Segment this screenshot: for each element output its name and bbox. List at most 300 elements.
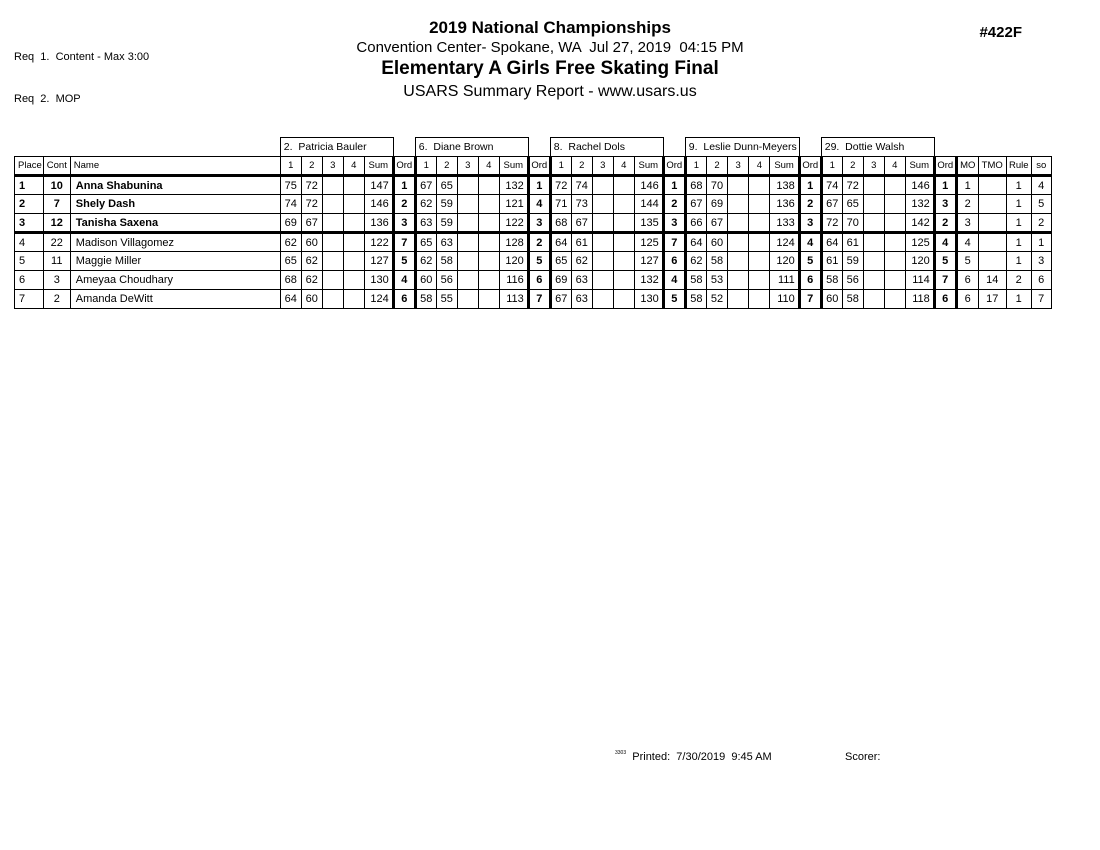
rule-cell: 1 xyxy=(1006,252,1031,271)
printed-block xyxy=(615,750,772,763)
sum-cell: 110 xyxy=(770,290,799,309)
judge-name-cell: 8. Rachel Dols xyxy=(550,138,663,157)
judge-subheader-2: 2 xyxy=(436,157,457,176)
results-table-container xyxy=(14,137,1052,309)
score-cell: 62 xyxy=(571,252,592,271)
score-cell xyxy=(592,233,613,252)
score-cell xyxy=(478,252,499,271)
score-cell: 59 xyxy=(842,252,863,271)
judge-name-cell: 29. Dottie Walsh xyxy=(821,138,934,157)
judge-subheader-ord: Ord xyxy=(393,157,415,176)
score-cell xyxy=(478,195,499,214)
judge-subheader-sum: Sum xyxy=(499,157,528,176)
so-cell: 7 xyxy=(1031,290,1051,309)
cont-cell: 7 xyxy=(43,195,70,214)
sum-cell: 111 xyxy=(770,271,799,290)
judge-subheader-sum: Sum xyxy=(364,157,393,176)
ord-cell: 1 xyxy=(528,176,550,195)
name-cell: Amanda DeWitt xyxy=(70,290,280,309)
ord-cell: 5 xyxy=(528,252,550,271)
tmo-cell xyxy=(978,176,1006,195)
name-cell: Madison Villagomez xyxy=(70,233,280,252)
score-cell: 74 xyxy=(280,195,301,214)
score-cell: 70 xyxy=(842,214,863,233)
score-cell: 67 xyxy=(685,195,706,214)
score-cell: 58 xyxy=(685,271,706,290)
sum-cell: 138 xyxy=(770,176,799,195)
score-cell xyxy=(863,214,884,233)
sum-cell: 135 xyxy=(634,214,663,233)
score-cell: 68 xyxy=(550,214,571,233)
judge-name-cell: 9. Leslie Dunn-Meyers xyxy=(685,138,799,157)
score-cell xyxy=(478,233,499,252)
score-cell: 58 xyxy=(842,290,863,309)
score-cell xyxy=(322,271,343,290)
score-cell xyxy=(863,176,884,195)
score-cell xyxy=(457,271,478,290)
so-cell: 6 xyxy=(1031,271,1051,290)
score-cell xyxy=(457,214,478,233)
blank-cell xyxy=(528,138,550,157)
score-cell: 72 xyxy=(301,195,322,214)
table-row xyxy=(15,214,1052,233)
score-cell xyxy=(343,233,364,252)
tmo-cell xyxy=(978,214,1006,233)
sum-cell: 124 xyxy=(364,290,393,309)
judge-header-row xyxy=(15,138,1052,157)
ord-cell: 1 xyxy=(663,176,685,195)
judge-subheader-1: 1 xyxy=(821,157,842,176)
score-cell xyxy=(749,271,770,290)
score-cell xyxy=(343,290,364,309)
so-cell: 1 xyxy=(1031,233,1051,252)
name-cell: Shely Dash xyxy=(70,195,280,214)
ord-cell: 3 xyxy=(663,214,685,233)
cont-cell: 12 xyxy=(43,214,70,233)
score-cell xyxy=(863,195,884,214)
judge-subheader-sum: Sum xyxy=(905,157,934,176)
ord-cell: 6 xyxy=(934,290,956,309)
score-cell: 58 xyxy=(685,290,706,309)
blank-cell xyxy=(663,138,685,157)
score-cell xyxy=(343,214,364,233)
score-cell: 69 xyxy=(706,195,727,214)
so-cell: 2 xyxy=(1031,214,1051,233)
ord-cell: 4 xyxy=(528,195,550,214)
score-cell: 70 xyxy=(706,176,727,195)
report-type-line: USARS Summary Report - www.usars.us xyxy=(403,83,697,100)
score-cell: 62 xyxy=(280,233,301,252)
place-cell: 4 xyxy=(15,233,44,252)
score-cell xyxy=(749,233,770,252)
sum-cell: 120 xyxy=(905,252,934,271)
score-cell xyxy=(322,290,343,309)
score-cell xyxy=(322,176,343,195)
ord-cell: 6 xyxy=(393,290,415,309)
score-cell: 64 xyxy=(280,290,301,309)
score-cell: 58 xyxy=(436,252,457,271)
score-cell: 68 xyxy=(280,271,301,290)
sum-cell: 136 xyxy=(364,214,393,233)
score-cell: 67 xyxy=(821,195,842,214)
score-cell xyxy=(749,176,770,195)
score-cell xyxy=(749,214,770,233)
sum-cell: 133 xyxy=(770,214,799,233)
judge-subheader-2: 2 xyxy=(571,157,592,176)
score-cell xyxy=(749,195,770,214)
ord-cell: 3 xyxy=(799,214,821,233)
sum-cell: 146 xyxy=(905,176,934,195)
sum-cell: 132 xyxy=(499,176,528,195)
ord-cell: 5 xyxy=(799,252,821,271)
score-cell xyxy=(343,176,364,195)
place-cell: 3 xyxy=(15,214,44,233)
so-cell: 3 xyxy=(1031,252,1051,271)
mo-cell: 6 xyxy=(956,271,978,290)
ord-cell: 6 xyxy=(799,271,821,290)
score-cell: 72 xyxy=(550,176,571,195)
score-cell: 63 xyxy=(436,233,457,252)
printed-label: Printed: xyxy=(632,751,671,763)
score-cell xyxy=(613,252,634,271)
score-cell xyxy=(863,290,884,309)
place-header: Place xyxy=(15,157,44,176)
score-cell xyxy=(749,290,770,309)
score-cell xyxy=(478,214,499,233)
score-cell: 69 xyxy=(280,214,301,233)
score-cell xyxy=(322,195,343,214)
sum-cell: 120 xyxy=(499,252,528,271)
sum-cell: 132 xyxy=(634,271,663,290)
score-cell: 72 xyxy=(301,176,322,195)
score-cell xyxy=(457,195,478,214)
score-cell: 62 xyxy=(415,252,436,271)
championship-title: 2019 National Championships xyxy=(429,18,671,37)
judge-subheader-2: 2 xyxy=(842,157,863,176)
ord-cell: 7 xyxy=(934,271,956,290)
report-header xyxy=(0,18,1100,102)
judge-subheader-1: 1 xyxy=(550,157,571,176)
score-cell xyxy=(728,214,749,233)
score-cell xyxy=(322,214,343,233)
table-row xyxy=(15,233,1052,252)
ord-cell: 2 xyxy=(528,233,550,252)
place-cell: 7 xyxy=(15,290,44,309)
name-cell: Ameyaa Choudhary xyxy=(70,271,280,290)
rule-cell: 2 xyxy=(1006,271,1031,290)
ord-cell: 1 xyxy=(393,176,415,195)
score-cell: 61 xyxy=(842,233,863,252)
score-cell xyxy=(457,176,478,195)
sum-cell: 144 xyxy=(634,195,663,214)
score-cell: 64 xyxy=(821,233,842,252)
rule-cell: 1 xyxy=(1006,233,1031,252)
score-cell: 74 xyxy=(571,176,592,195)
sum-cell: 128 xyxy=(499,233,528,252)
score-cell: 58 xyxy=(821,271,842,290)
score-cell: 65 xyxy=(550,252,571,271)
score-cell xyxy=(613,195,634,214)
score-cell xyxy=(343,252,364,271)
judge-subheader-3: 3 xyxy=(592,157,613,176)
sum-cell: 127 xyxy=(364,252,393,271)
ord-cell: 4 xyxy=(663,271,685,290)
sum-cell: 146 xyxy=(634,176,663,195)
score-cell: 67 xyxy=(571,214,592,233)
ord-cell: 6 xyxy=(528,271,550,290)
score-cell: 72 xyxy=(842,176,863,195)
judge-subheader-sum: Sum xyxy=(770,157,799,176)
ord-cell: 4 xyxy=(799,233,821,252)
score-cell xyxy=(884,176,905,195)
score-cell xyxy=(457,290,478,309)
ord-cell: 2 xyxy=(934,214,956,233)
table-row xyxy=(15,252,1052,271)
score-cell xyxy=(322,233,343,252)
tmo-cell xyxy=(978,195,1006,214)
ord-cell: 7 xyxy=(393,233,415,252)
ord-cell: 4 xyxy=(393,271,415,290)
score-cell: 67 xyxy=(550,290,571,309)
version-mark: 3303 xyxy=(615,750,627,756)
ord-cell: 2 xyxy=(393,195,415,214)
judge-subheader-3: 3 xyxy=(322,157,343,176)
tmo-cell: 17 xyxy=(978,290,1006,309)
score-cell: 58 xyxy=(415,290,436,309)
table-row xyxy=(15,290,1052,309)
score-cell xyxy=(728,233,749,252)
judge-subheader-ord: Ord xyxy=(799,157,821,176)
ord-cell: 1 xyxy=(934,176,956,195)
score-cell xyxy=(592,252,613,271)
sum-cell: 116 xyxy=(499,271,528,290)
venue-date-line: Convention Center- Spokane, WA Jul 27, 2019 04:15 PM xyxy=(356,39,744,56)
rule-cell: 1 xyxy=(1006,176,1031,195)
score-cell xyxy=(863,252,884,271)
score-cell xyxy=(343,195,364,214)
score-cell xyxy=(728,290,749,309)
score-cell: 63 xyxy=(571,290,592,309)
cont-cell: 2 xyxy=(43,290,70,309)
judge-subheader-4: 4 xyxy=(343,157,364,176)
score-cell xyxy=(613,271,634,290)
score-cell xyxy=(863,271,884,290)
score-cell: 72 xyxy=(821,214,842,233)
sum-cell: 142 xyxy=(905,214,934,233)
score-cell: 56 xyxy=(436,271,457,290)
sum-cell: 132 xyxy=(905,195,934,214)
sum-cell: 118 xyxy=(905,290,934,309)
ord-cell: 2 xyxy=(663,195,685,214)
mo-cell: 5 xyxy=(956,252,978,271)
score-cell: 62 xyxy=(685,252,706,271)
score-cell: 71 xyxy=(550,195,571,214)
score-cell xyxy=(478,290,499,309)
blank-cell xyxy=(934,138,956,157)
place-cell: 1 xyxy=(15,176,44,195)
tail-header-mo: MO xyxy=(956,157,978,176)
place-cell: 5 xyxy=(15,252,44,271)
name-header: Name xyxy=(70,157,280,176)
judge-subheader-3: 3 xyxy=(728,157,749,176)
mo-cell: 6 xyxy=(956,290,978,309)
tmo-cell xyxy=(978,233,1006,252)
score-cell: 64 xyxy=(550,233,571,252)
name-cell: Tanisha Saxena xyxy=(70,214,280,233)
score-cell: 65 xyxy=(842,195,863,214)
place-cell: 2 xyxy=(15,195,44,214)
sum-cell: 113 xyxy=(499,290,528,309)
sum-cell: 114 xyxy=(905,271,934,290)
blank-cell xyxy=(393,138,415,157)
event-code: #422F xyxy=(979,24,1022,41)
judge-subheader-ord: Ord xyxy=(528,157,550,176)
score-cell xyxy=(728,195,749,214)
mo-cell: 1 xyxy=(956,176,978,195)
ord-cell: 5 xyxy=(393,252,415,271)
score-cell xyxy=(728,176,749,195)
ord-cell: 5 xyxy=(663,290,685,309)
name-cell: Anna Shabunina xyxy=(70,176,280,195)
score-cell: 68 xyxy=(685,176,706,195)
score-cell: 60 xyxy=(415,271,436,290)
score-cell: 65 xyxy=(436,176,457,195)
sum-cell: 122 xyxy=(364,233,393,252)
score-cell xyxy=(613,176,634,195)
table-row xyxy=(15,271,1052,290)
printed-value: 7/30/2019 9:45 AM xyxy=(676,751,772,763)
score-cell xyxy=(728,252,749,271)
column-header-row xyxy=(15,157,1052,176)
sum-cell: 146 xyxy=(364,195,393,214)
judge-name-cell: 2. Patricia Bauler xyxy=(280,138,393,157)
score-cell: 60 xyxy=(706,233,727,252)
judge-subheader-2: 2 xyxy=(301,157,322,176)
name-cell: Maggie Miller xyxy=(70,252,280,271)
rule-cell: 1 xyxy=(1006,195,1031,214)
judge-subheader-ord: Ord xyxy=(663,157,685,176)
score-cell xyxy=(478,271,499,290)
tail-header-tmo: TMO xyxy=(978,157,1006,176)
score-cell: 60 xyxy=(821,290,842,309)
judge-subheader-ord: Ord xyxy=(934,157,956,176)
cont-cell: 11 xyxy=(43,252,70,271)
score-cell xyxy=(613,290,634,309)
req-line-1: Req 1. Content - Max 3:00 xyxy=(14,51,150,63)
sum-cell: 147 xyxy=(364,176,393,195)
score-cell xyxy=(884,195,905,214)
score-cell: 63 xyxy=(571,271,592,290)
sum-cell: 120 xyxy=(770,252,799,271)
score-cell: 62 xyxy=(301,252,322,271)
sum-cell: 136 xyxy=(770,195,799,214)
req-line-2: Req 2. MOP xyxy=(14,93,81,105)
score-cell xyxy=(478,176,499,195)
score-cell: 59 xyxy=(436,195,457,214)
mo-cell: 3 xyxy=(956,214,978,233)
judge-subheader-3: 3 xyxy=(457,157,478,176)
score-cell: 73 xyxy=(571,195,592,214)
score-cell: 74 xyxy=(821,176,842,195)
judge-subheader-1: 1 xyxy=(685,157,706,176)
judge-subheader-4: 4 xyxy=(884,157,905,176)
blank-cell xyxy=(799,138,821,157)
cont-cell: 3 xyxy=(43,271,70,290)
mo-cell: 4 xyxy=(956,233,978,252)
score-cell xyxy=(613,233,634,252)
score-cell xyxy=(863,233,884,252)
score-cell: 67 xyxy=(301,214,322,233)
place-cell: 6 xyxy=(15,271,44,290)
cont-cell: 10 xyxy=(43,176,70,195)
score-cell: 60 xyxy=(301,290,322,309)
cont-cell: 22 xyxy=(43,233,70,252)
tail-header-rule: Rule xyxy=(1006,157,1031,176)
score-cell xyxy=(884,214,905,233)
blank-corner-cell xyxy=(15,138,281,157)
score-cell: 62 xyxy=(301,271,322,290)
score-cell xyxy=(884,271,905,290)
blank-tail-cell xyxy=(956,138,1051,157)
score-cell: 67 xyxy=(415,176,436,195)
ord-cell: 5 xyxy=(934,252,956,271)
sum-cell: 125 xyxy=(905,233,934,252)
tail-header-so: so xyxy=(1031,157,1051,176)
sum-cell: 121 xyxy=(499,195,528,214)
score-cell: 61 xyxy=(571,233,592,252)
results-table xyxy=(14,137,1052,309)
score-cell xyxy=(884,252,905,271)
judge-subheader-1: 1 xyxy=(415,157,436,176)
ord-cell: 1 xyxy=(799,176,821,195)
score-cell: 75 xyxy=(280,176,301,195)
ord-cell: 3 xyxy=(934,195,956,214)
judge-subheader-2: 2 xyxy=(706,157,727,176)
sum-cell: 127 xyxy=(634,252,663,271)
judge-subheader-4: 4 xyxy=(478,157,499,176)
sum-cell: 125 xyxy=(634,233,663,252)
score-cell: 64 xyxy=(685,233,706,252)
score-cell xyxy=(457,252,478,271)
ord-cell: 7 xyxy=(799,290,821,309)
score-cell: 55 xyxy=(436,290,457,309)
scorer-label: Scorer: xyxy=(845,751,881,763)
judge-subheader-3: 3 xyxy=(863,157,884,176)
score-cell: 62 xyxy=(415,195,436,214)
score-cell xyxy=(613,214,634,233)
score-cell: 66 xyxy=(685,214,706,233)
mo-cell: 2 xyxy=(956,195,978,214)
judge-subheader-sum: Sum xyxy=(634,157,663,176)
score-cell: 63 xyxy=(415,214,436,233)
ord-cell: 3 xyxy=(528,214,550,233)
score-cell: 56 xyxy=(842,271,863,290)
rule-cell: 1 xyxy=(1006,290,1031,309)
table-row xyxy=(15,176,1052,195)
score-cell xyxy=(728,271,749,290)
score-cell: 60 xyxy=(301,233,322,252)
score-cell: 67 xyxy=(706,214,727,233)
score-cell xyxy=(592,214,613,233)
sum-cell: 130 xyxy=(634,290,663,309)
score-cell xyxy=(592,195,613,214)
sum-cell: 124 xyxy=(770,233,799,252)
score-cell xyxy=(884,290,905,309)
score-cell: 53 xyxy=(706,271,727,290)
ord-cell: 7 xyxy=(528,290,550,309)
event-title: Elementary A Girls Free Skating Final xyxy=(381,58,719,79)
cont-header: Cont xyxy=(43,157,70,176)
